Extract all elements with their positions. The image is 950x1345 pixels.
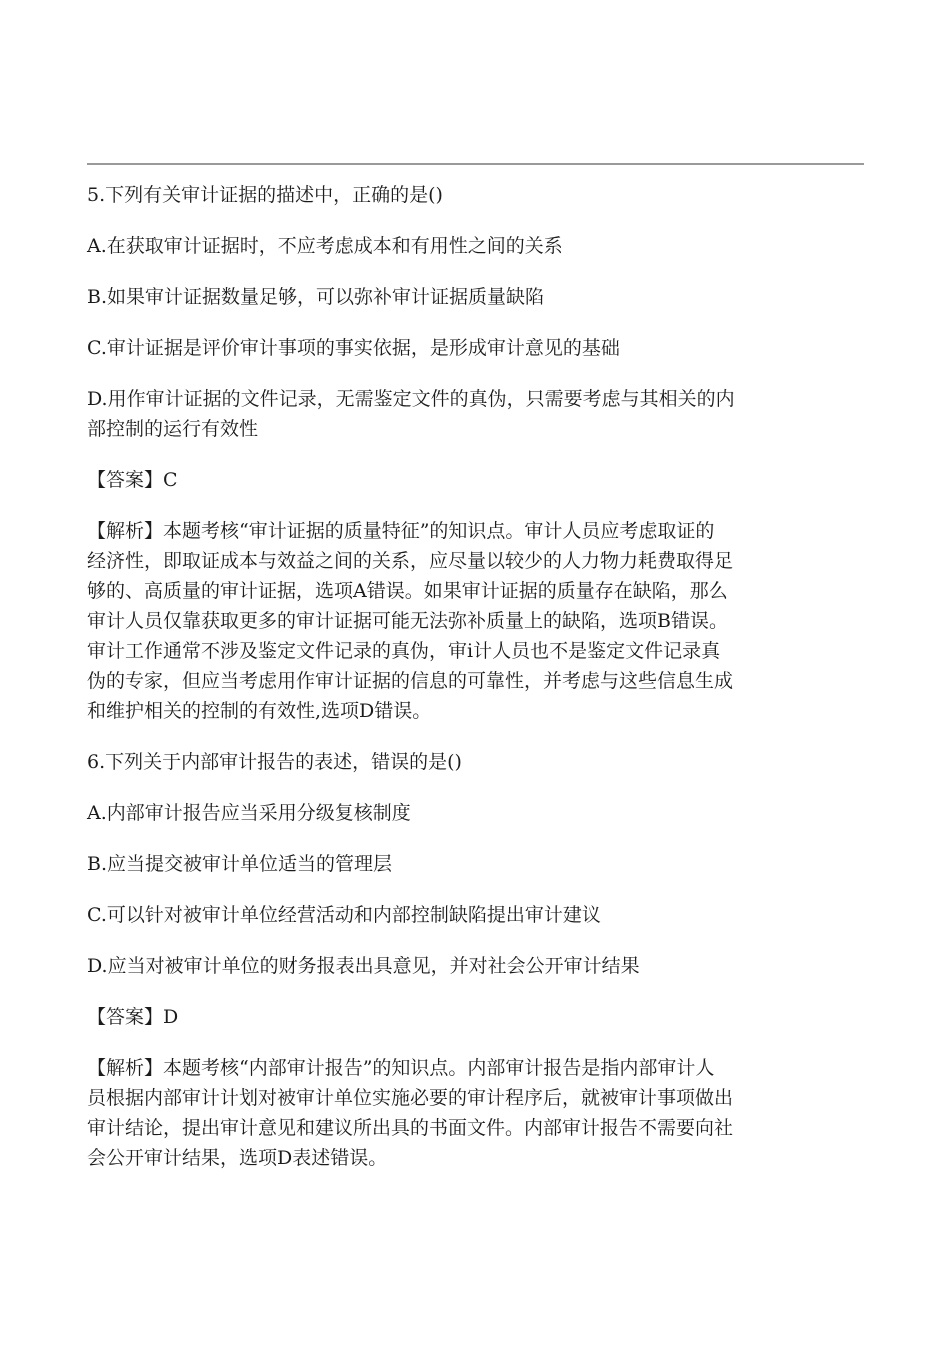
question-5: 5.下列有关审计证据的描述中，正确的是() <box>87 184 443 206</box>
q5-analysis-line: 伪的专家，但应当考虑用作审计证据的信息的可靠性，并考虑与这些信息生成 <box>87 670 734 692</box>
q6-option-c: C.可以针对被审计单位经营活动和内部控制缺陷提出审计建议 <box>87 904 601 926</box>
q5-analysis-line: 审计人员仅靠获取更多的审计证据可能无法弥补质量上的缺陷，选项B错误。 <box>87 610 728 632</box>
q6-option-b: B.应当提交被审计单位适当的管理层 <box>87 853 393 875</box>
q5-analysis-line: 和维护相关的控制的有效性,选项D错误。 <box>87 700 432 722</box>
q6-analysis-line: 【解析】本题考核“内部审计报告”的知识点。内部审计报告是指内部审计人 <box>87 1057 715 1079</box>
q5-analysis-line: 审计工作通常不涉及鉴定文件记录的真伪，审i计人员也不是鉴定文件记录真 <box>87 640 721 662</box>
header-divider <box>87 163 864 165</box>
q5-option-d-line-2: 部控制的运行有效性 <box>87 418 259 440</box>
q5-analysis-line: 够的、高质量的审计证据，选项A错误。如果审计证据的质量存在缺陷，那么 <box>87 580 728 602</box>
q6-option-a: A.内部审计报告应当采用分级复核制度 <box>87 802 411 824</box>
q6-option-d: D.应当对被审计单位的财务报表出具意见，并对社会公开审计结果 <box>87 955 640 977</box>
question-6: 6.下列关于内部审计报告的表述，错误的是() <box>87 751 462 773</box>
q5-analysis-line: 【解析】本题考核“审计证据的质量特征”的知识点。审计人员应考虑取证的 <box>87 520 715 542</box>
q5-option-d <box>87 384 855 444</box>
document-body <box>87 180 855 1173</box>
q6-analysis-line: 会公开审计结果，选项D表述错误。 <box>87 1147 388 1169</box>
q5-option-a: A.在获取审计证据时，不应考虑成本和有用性之间的关系 <box>87 235 563 257</box>
q6-analysis-line: 员根据内部审计计划对被审计单位实施必要的审计程序后，就被审计事项做出 <box>87 1087 734 1109</box>
q5-option-d-line-1: D.用作审计证据的文件记录，无需鉴定文件的真伪，只需要考虑与其相关的内 <box>87 388 735 410</box>
q5-option-b: B.如果审计证据数量足够，可以弥补审计证据质量缺陷 <box>87 286 545 308</box>
q5-analysis-line: 经济性，即取证成本与效益之间的关系，应尽量以较少的人力物力耗费取得足 <box>87 550 734 572</box>
q6-analysis-line: 审计结论，提出审计意见和建议所出具的书面文件。内部审计报告不需要向社 <box>87 1117 734 1139</box>
q5-analysis <box>87 516 855 726</box>
q6-analysis <box>87 1053 855 1173</box>
q5-option-c: C.审计证据是评价审计事项的事实依据，是形成审计意见的基础 <box>87 337 620 359</box>
q6-answer: 【答案】D <box>87 1006 179 1028</box>
q5-answer: 【答案】C <box>87 469 178 491</box>
